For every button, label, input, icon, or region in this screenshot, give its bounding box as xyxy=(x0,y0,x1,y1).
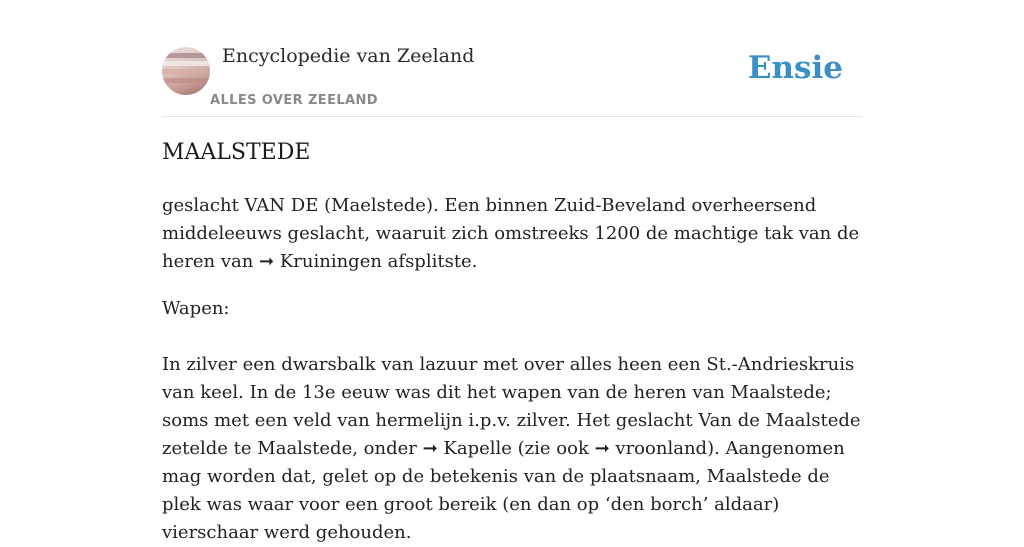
link-vroonland[interactable]: ➞ vroonland xyxy=(594,438,708,459)
site-header xyxy=(162,0,862,117)
link-kruiningen[interactable]: ➞ Kruiningen xyxy=(259,251,382,272)
entry-body xyxy=(162,192,862,547)
wapen-label: Wapen: xyxy=(162,298,230,319)
site-tagline: ALLES OVER ZEELAND xyxy=(210,93,378,108)
intro-text-start: geslacht VAN DE (Maelstede). Een binnen Zuid-Beveland overheersend middeleeuws geslacht, waaruit zich omstreeks 1200 de machtige tak van de heren van xyxy=(162,195,860,272)
site-avatar[interactable] xyxy=(162,47,210,95)
ensie-logo[interactable]: Ensie xyxy=(747,50,843,86)
description-text-start: In zilver een dwarsbalk van lazuur met over alles heen een St.-Andrieskruis van keel. In de 13e eeuw was dit het wapen van de heren van Maalstede; soms met een veld van hermelijn i.p.v. zilver. Het geslacht Van de Maalstede zetelde te Maalstede, onder xyxy=(162,354,861,459)
site-title[interactable]: Encyclopedie van Zeeland xyxy=(222,45,475,67)
entry-title: MAALSTEDE xyxy=(162,140,311,165)
description-text-end: ). Aangenomen mag worden dat, gelet op de betekenis van de plaatsnaam, Maalstede de plek was waar voor een groot bereik (en dan op ‘den borch’ aldaar) vierschaar werd gehouden. xyxy=(162,438,845,543)
entry-description xyxy=(162,351,862,547)
link-kapelle[interactable]: ➞ Kapelle xyxy=(422,438,512,459)
intro-text-end: afsplitste. xyxy=(381,251,478,272)
page xyxy=(162,0,862,543)
description-text-mid: (zie ook xyxy=(511,438,595,459)
entry-intro xyxy=(162,192,862,276)
